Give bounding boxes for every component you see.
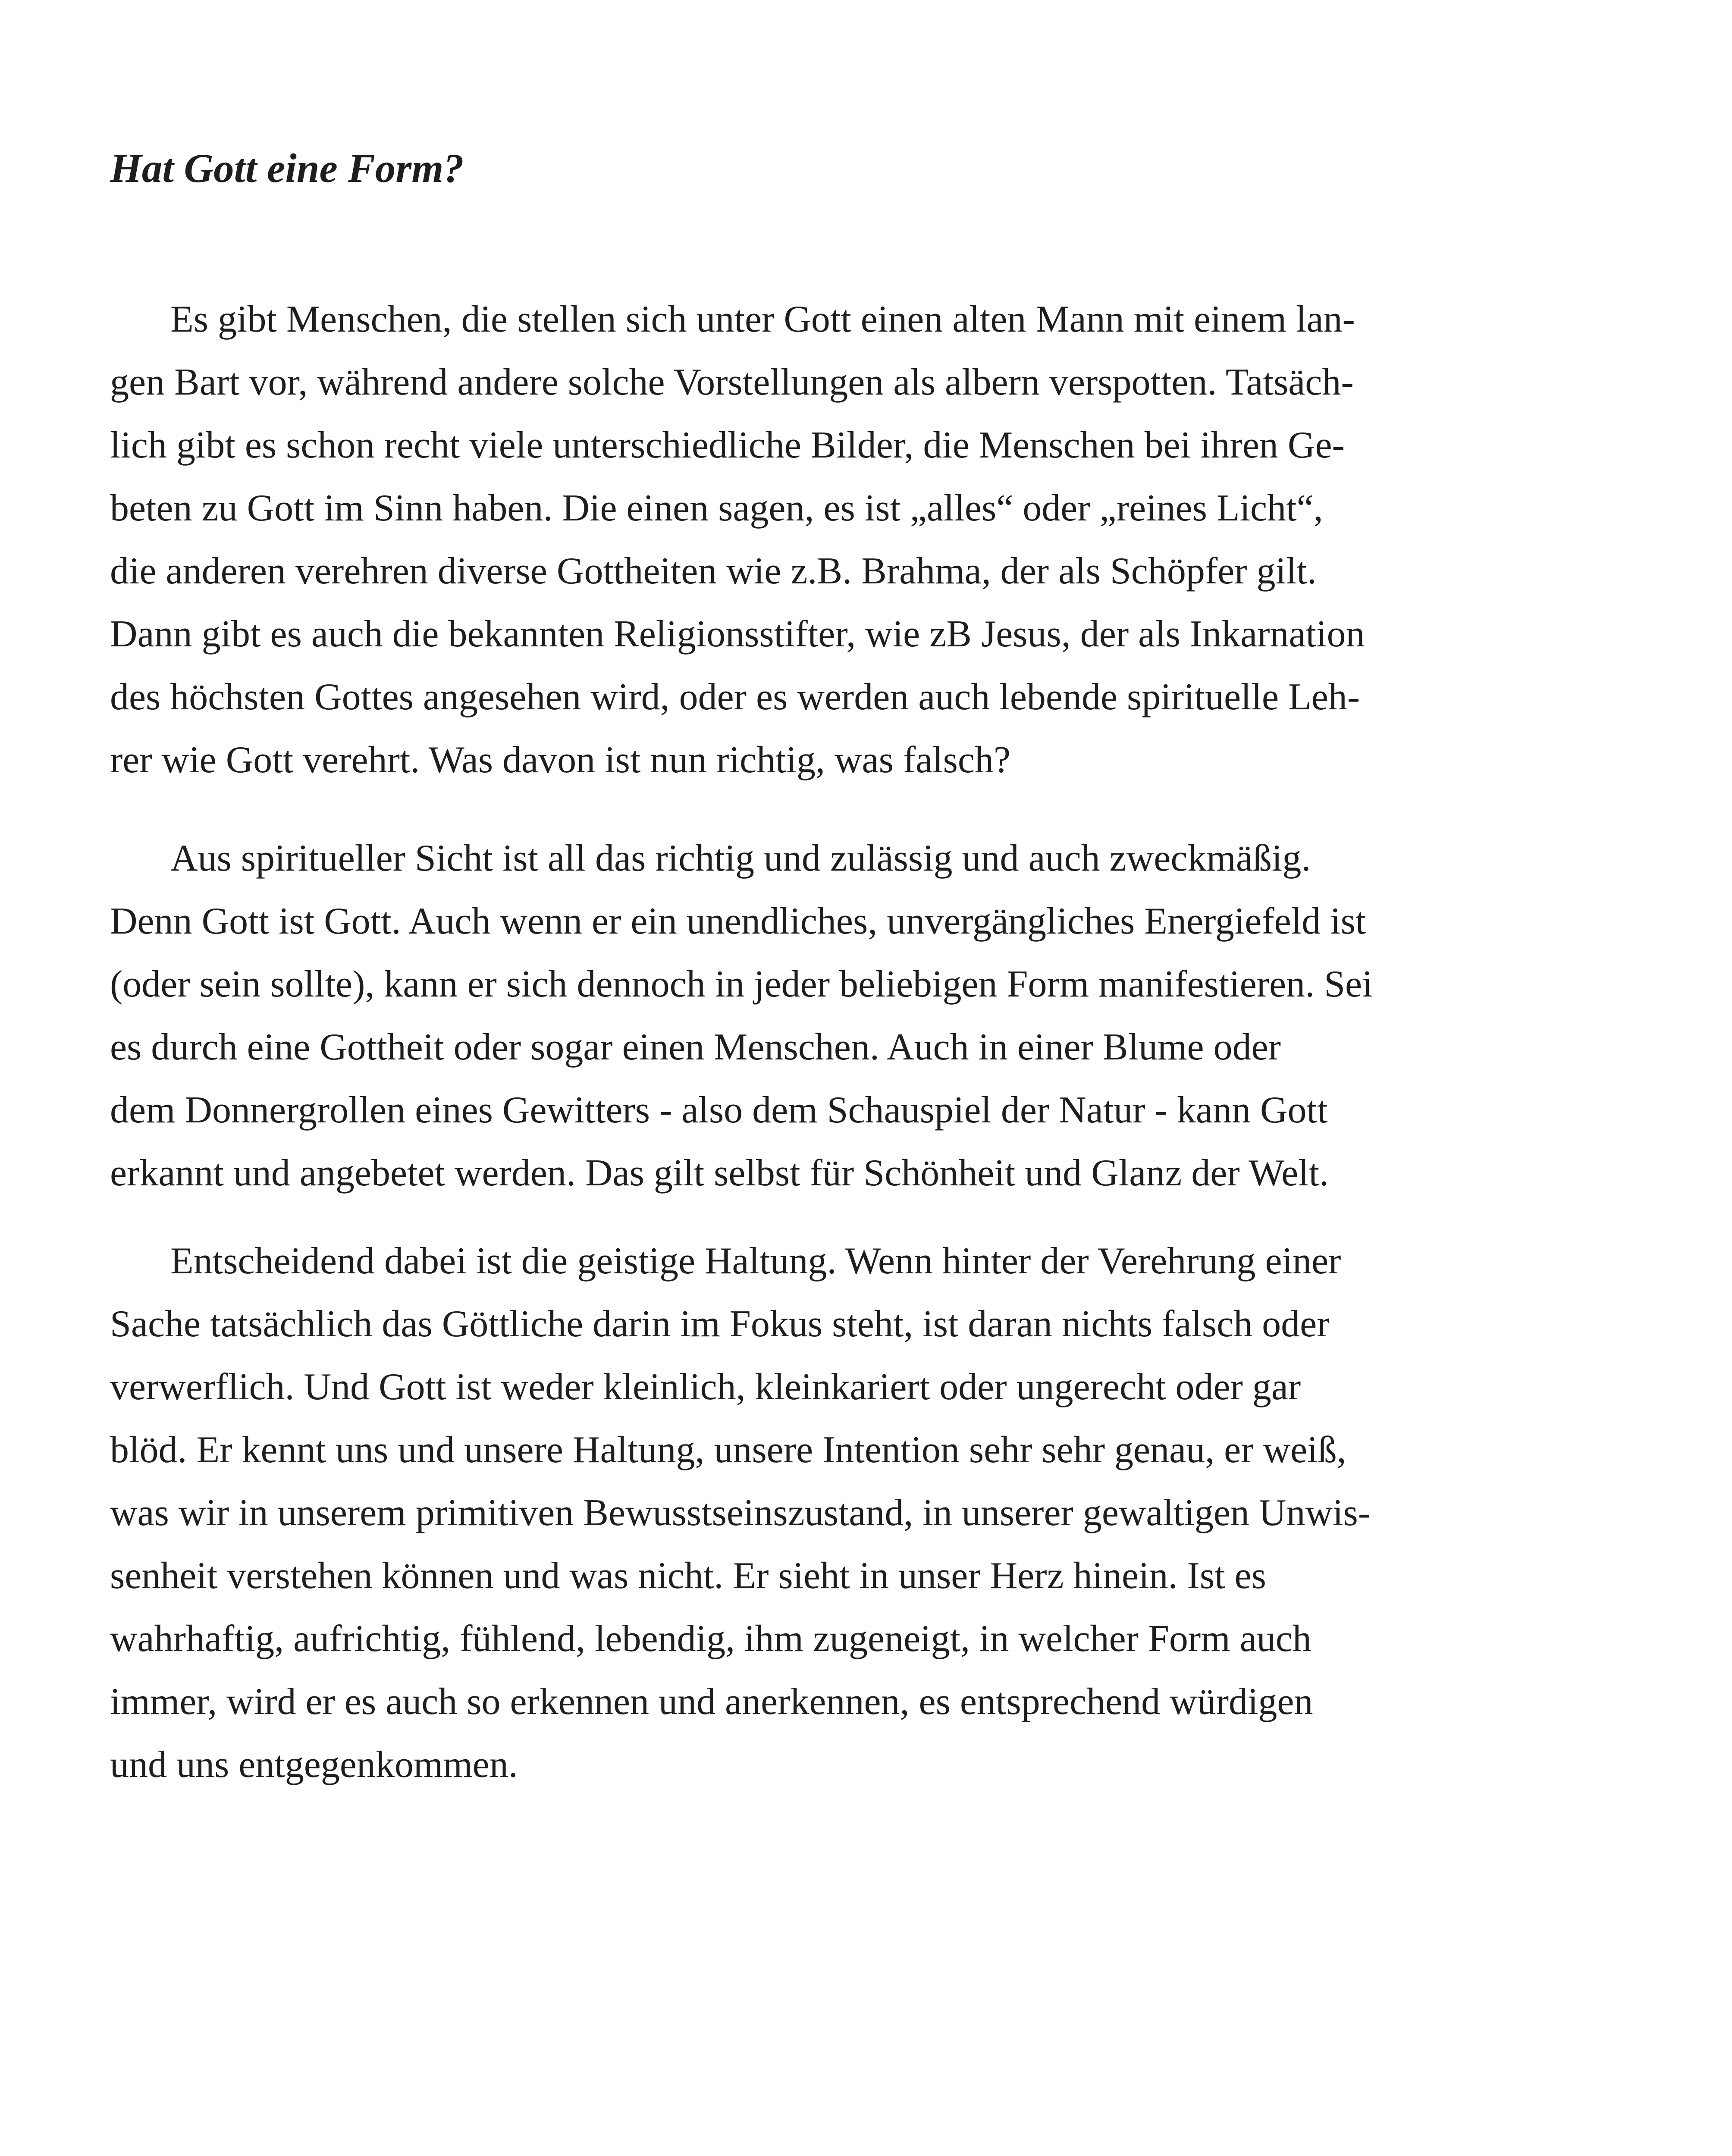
paragraph-2 [110,827,1619,1205]
text-line: immer, wird er es auch so erkennen und anerkennen, es entsprechend würdigen [110,1681,1313,1723]
text-line: rer wie Gott verehrt. Was davon ist nun richtig, was falsch? [110,739,1011,781]
text-line: beten zu Gott im Sinn haben. Die einen sagen, es ist „alles“ oder „reines Licht“, [110,487,1323,529]
text-line: (oder sein sollte), kann er sich dennoch in jeder beliebigen Form manifestieren. Sei [110,963,1373,1005]
text-line: blöd. Er kennt uns und unsere Haltung, unsere Intention sehr sehr genau, er weiß, [110,1429,1346,1471]
text-line: dem Donnergrollen eines Gewitters - also dem Schauspiel der Natur - kann Gott [110,1089,1328,1131]
text-line: es durch eine Gottheit oder sogar einen Menschen. Auch in einer Blume oder [110,1026,1281,1068]
text-line: gen Bart vor, während andere solche Vorstellungen als albern verspotten. Tatsäch- [110,361,1354,403]
text-line: Entscheidend dabei ist die geistige Haltung. Wenn hinter der Verehrung einer [170,1240,1341,1282]
text-line: senheit verstehen können und was nicht. Er sieht in unser Herz hinein. Ist es [110,1555,1266,1597]
text-line: verwerflich. Und Gott ist weder kleinlich, kleinkariert oder ungerecht oder gar [110,1366,1301,1408]
text-line: was wir in unserem primitiven Bewusstseinszustand, in unserer gewaltigen Unwis- [110,1492,1371,1534]
text-line: die anderen verehren diverse Gottheiten wie z.B. Brahma, der als Schöpfer gilt. [110,550,1317,592]
text-line: wahrhaftig, aufrichtig, fühlend, lebendig, ihm zugeneigt, in welcher Form auch [110,1618,1312,1660]
text-line: und uns entgegenkommen. [110,1744,518,1786]
text-line: erkannt und angebetet werden. Das gilt selbst für Schönheit und Glanz der Welt. [110,1152,1329,1194]
paragraph-3 [110,1230,1619,1796]
paragraph-1 [110,288,1619,792]
text-line: Denn Gott ist Gott. Auch wenn er ein unendliches, unvergängliches Energiefeld ist [110,900,1366,942]
text-line: Sache tatsächlich das Göttliche darin im Fokus steht, ist daran nichts falsch oder [110,1303,1330,1345]
text-line: Aus spiritueller Sicht ist all das richtig und zulässig und auch zweckmäßig. [170,837,1311,879]
text-line: Dann gibt es auch die bekannten Religionsstifter, wie zB Jesus, der als Inkarnation [110,613,1365,655]
text-line: Es gibt Menschen, die stellen sich unter Gott einen alten Mann mit einem lan- [170,298,1355,340]
text-line: lich gibt es schon recht viele unterschiedliche Bilder, die Menschen bei ihren Ge- [110,424,1345,466]
section-heading: Hat Gott eine Form? [110,145,464,191]
text-line: des höchsten Gottes angesehen wird, oder es werden auch lebende spirituelle Leh- [110,676,1360,718]
